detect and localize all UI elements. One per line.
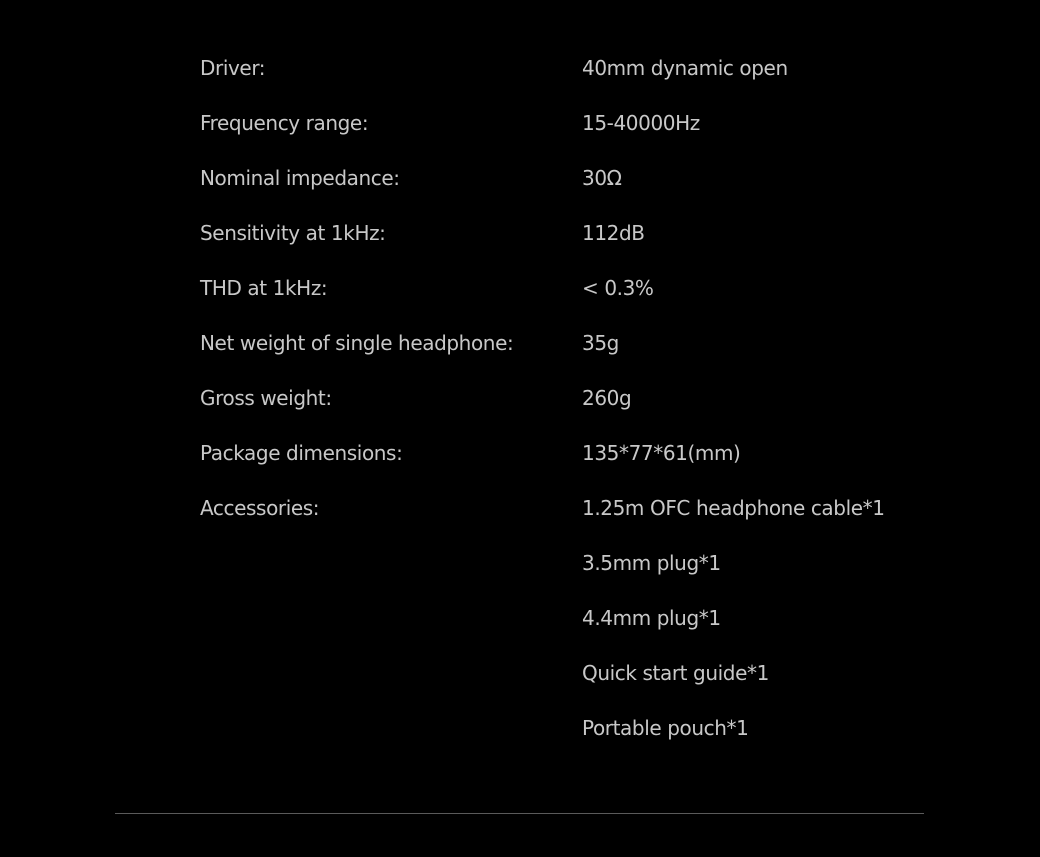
spec-label: Nominal impedance: bbox=[200, 166, 400, 190]
spec-value: 40mm dynamic open bbox=[582, 56, 788, 80]
spec-row-package-dimensions bbox=[200, 438, 960, 468]
spec-value: 30Ω bbox=[582, 166, 622, 190]
spec-value: 112dB bbox=[582, 221, 645, 245]
spec-value: 260g bbox=[582, 386, 632, 410]
spec-value: 135*77*61(mm) bbox=[582, 441, 741, 465]
spec-value: < 0.3% bbox=[582, 276, 654, 300]
spec-row-nominal-impedance bbox=[200, 163, 960, 193]
spec-label: Gross weight: bbox=[200, 386, 332, 410]
spec-row-accessory-pouch bbox=[200, 713, 960, 743]
spec-value: Portable pouch*1 bbox=[582, 716, 749, 740]
spec-row-accessory-plug-44 bbox=[200, 603, 960, 633]
spec-row-frequency-range bbox=[200, 108, 960, 138]
spec-label: Frequency range: bbox=[200, 111, 369, 135]
spec-label: Package dimensions: bbox=[200, 441, 403, 465]
spec-label: Net weight of single headphone: bbox=[200, 331, 514, 355]
spec-label: Accessories: bbox=[200, 496, 320, 520]
spec-row-accessories bbox=[200, 493, 960, 523]
spec-value: 35g bbox=[582, 331, 619, 355]
spec-label: Driver: bbox=[200, 56, 266, 80]
spec-row-driver bbox=[200, 53, 960, 83]
spec-value: Quick start guide*1 bbox=[582, 661, 769, 685]
section-divider bbox=[115, 813, 924, 814]
spec-value: 3.5mm plug*1 bbox=[582, 551, 721, 575]
spec-value: 1.25m OFC headphone cable*1 bbox=[582, 496, 885, 520]
spec-row-thd bbox=[200, 273, 960, 303]
spec-row-accessory-guide bbox=[200, 658, 960, 688]
spec-value: 15-40000Hz bbox=[582, 111, 700, 135]
spec-value: 4.4mm plug*1 bbox=[582, 606, 721, 630]
spec-label: THD at 1kHz: bbox=[200, 276, 328, 300]
spec-row-gross-weight bbox=[200, 383, 960, 413]
spec-row-sensitivity bbox=[200, 218, 960, 248]
spec-label: Sensitivity at 1kHz: bbox=[200, 221, 386, 245]
spec-row-net-weight bbox=[200, 328, 960, 358]
spec-row-accessory-plug-35 bbox=[200, 548, 960, 578]
